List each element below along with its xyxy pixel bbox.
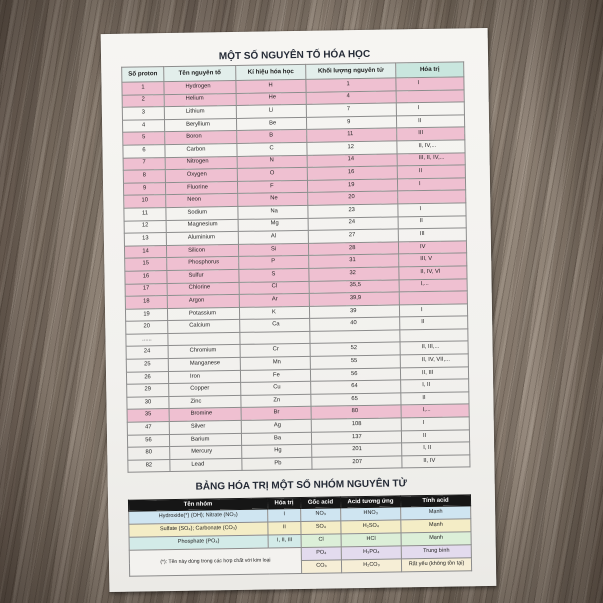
element-proton-cell: 47	[127, 422, 169, 435]
element-mass-cell: 27	[308, 229, 398, 243]
element-proton-cell: 14	[124, 245, 166, 258]
element-name-cell: Nitrogen	[165, 156, 237, 170]
element-mass-cell: 12	[307, 141, 397, 155]
element-valence-cell: I	[396, 102, 464, 116]
header-valence: Hóa trị	[396, 62, 464, 78]
element-symbol-cell: Br	[241, 407, 311, 421]
groups-title: BẢNG HÓA TRỊ MỘT SỐ NHÓM NGUYÊN TỬ	[195, 478, 407, 493]
acid-formula-cell: H₃PO₄	[341, 546, 401, 560]
element-mass-cell: 23	[308, 204, 398, 218]
element-proton-cell: 9	[123, 182, 165, 195]
element-valence-cell: I	[399, 304, 467, 318]
element-symbol-cell: S	[239, 268, 309, 282]
element-name-cell: Argon	[167, 295, 239, 309]
element-valence-cell: III, V	[399, 253, 467, 267]
acid-formula-cell: HNO₃	[341, 507, 401, 521]
element-symbol-cell: H	[236, 79, 306, 93]
element-proton-cell: 19	[125, 308, 167, 321]
acid-radical-cell: SO₄	[301, 521, 341, 535]
element-valence-cell: II	[398, 215, 466, 229]
element-mass-cell: 39	[309, 305, 399, 319]
element-symbol-cell: Ne	[238, 193, 308, 207]
element-valence-cell: II	[397, 165, 465, 179]
element-symbol-cell: Be	[236, 117, 306, 131]
element-symbol-cell: Cr	[240, 344, 310, 358]
element-symbol-cell: He	[236, 92, 306, 106]
element-symbol-cell: C	[237, 142, 307, 156]
element-symbol-cell: Ar	[239, 293, 309, 307]
element-proton-cell: 8	[123, 170, 165, 183]
element-mass-cell: 4	[306, 91, 396, 105]
acid-strength-cell: Rất yếu (không tồn tại)	[401, 558, 471, 572]
element-proton-cell: 15	[125, 258, 167, 271]
element-valence-cell: II, IV	[402, 455, 470, 469]
element-mass-cell: 16	[307, 166, 397, 180]
acid-strength-cell: Trung bình	[401, 545, 471, 559]
header-corresponding-acid: Acid tương ứng	[340, 496, 400, 508]
element-name-cell: Lithium	[164, 106, 236, 120]
element-name-cell: Potassium	[167, 307, 239, 321]
element-symbol-cell: Cu	[241, 382, 311, 396]
element-mass-cell: 24	[308, 216, 398, 230]
element-name-cell: Sulfur	[167, 269, 239, 283]
element-mass-cell: 52	[310, 342, 400, 356]
element-mass-cell: 35,5	[309, 279, 399, 293]
element-name-cell: Iron	[168, 370, 240, 384]
element-proton-cell: 56	[127, 434, 169, 447]
element-name-cell: Oxygen	[165, 169, 237, 183]
element-mass-cell: 65	[311, 393, 401, 407]
element-name-cell: Bromine	[169, 408, 241, 422]
element-symbol-cell: B	[237, 130, 307, 144]
acid-radical-cell: PO₄	[301, 547, 341, 561]
element-mass-cell: 31	[309, 254, 399, 268]
element-name-cell: Fluorine	[165, 181, 237, 195]
groups-table-body	[129, 506, 472, 576]
element-symbol-cell: Cl	[239, 281, 309, 295]
element-proton-cell: 1	[122, 82, 164, 95]
acid-formula-cell: H₂CO₃	[341, 559, 401, 573]
acid-formula-cell: HCl	[341, 533, 401, 547]
element-proton-cell: 30	[127, 396, 169, 409]
element-valence-cell	[399, 291, 467, 305]
element-name-cell: Beryllium	[164, 118, 236, 132]
element-mass-cell: 80	[311, 405, 401, 419]
element-mass-cell: 207	[312, 456, 402, 470]
element-symbol-cell: N	[237, 155, 307, 169]
element-proton-cell: 20	[126, 321, 168, 334]
element-mass-cell: 20	[308, 191, 398, 205]
element-name-cell	[168, 332, 240, 346]
element-valence-cell: II	[401, 392, 469, 406]
header-atomic-mass: Khối lượng nguyên tử	[306, 63, 396, 79]
acid-radical-cell: CO₃	[301, 560, 341, 574]
element-mass-cell: 55	[310, 355, 400, 369]
footnote: (*): Tên này dùng trong các hợp chất với kim loại	[129, 547, 301, 576]
element-symbol-cell: O	[237, 168, 307, 182]
element-proton-cell: 2	[122, 94, 164, 107]
element-proton-cell: 24	[126, 346, 168, 359]
element-symbol-cell	[240, 331, 310, 345]
element-symbol-cell: Ba	[241, 432, 311, 446]
group-valence-cell: II	[268, 521, 301, 535]
element-mass-cell: 108	[311, 418, 401, 432]
card-title: MỘT SỐ NGUYÊN TỐ HÓA HỌC	[218, 48, 371, 63]
element-proton-cell: 16	[125, 270, 167, 283]
element-proton-cell: 29	[127, 384, 169, 397]
header-group-valence: Hóa trị	[267, 497, 300, 509]
element-valence-cell: II	[401, 429, 469, 443]
element-symbol-cell: P	[239, 256, 309, 270]
element-proton-cell: 35	[127, 409, 169, 422]
element-valence-cell	[396, 89, 464, 103]
acid-strength-cell: Mạnh	[401, 519, 471, 533]
element-name-cell: Boron	[165, 131, 237, 145]
element-valence-cell: I, II	[401, 379, 469, 393]
element-valence-cell: II, IV, VII,...	[400, 354, 468, 368]
element-symbol-cell: Na	[238, 205, 308, 219]
element-mass-cell: 19	[307, 179, 397, 193]
element-symbol-cell: Si	[238, 243, 308, 257]
element-symbol-cell: K	[239, 306, 309, 320]
acid-strength-cell: Mạnh	[401, 532, 471, 546]
element-proton-cell: 12	[124, 220, 166, 233]
element-valence-cell: I,...	[399, 278, 467, 292]
element-symbol-cell: Mn	[240, 356, 310, 370]
element-valence-cell	[398, 190, 466, 204]
element-proton-cell: 11	[124, 208, 166, 221]
element-proton-cell: 6	[123, 145, 165, 158]
element-valence-cell: III	[397, 127, 465, 141]
element-proton-cell: ......	[126, 333, 168, 346]
element-name-cell: Barium	[169, 433, 241, 447]
element-valence-cell: II, IV, VI	[399, 266, 467, 280]
element-mass-cell: 137	[311, 431, 401, 445]
element-symbol-cell: Mg	[238, 218, 308, 232]
element-valence-cell: IV	[398, 241, 466, 255]
element-name-cell: Silver	[169, 420, 241, 434]
element-mass-cell: 11	[307, 128, 397, 142]
acid-formula-cell: H₂SO₄	[341, 520, 401, 534]
element-name-cell: Hydrogen	[164, 80, 236, 94]
element-valence-cell: II	[400, 316, 468, 330]
element-valence-cell: II	[396, 115, 464, 129]
group-name-cell: Hydroxide(*) (OH); Nitrate (NO₃)	[129, 509, 268, 524]
element-mass-cell: 201	[312, 443, 402, 457]
element-symbol-cell: Hg	[242, 445, 312, 459]
element-proton-cell: 80	[128, 447, 170, 460]
element-proton-cell: 26	[126, 371, 168, 384]
acid-radical-cell: Cl	[301, 534, 341, 548]
element-proton-cell: 7	[123, 157, 165, 170]
element-mass-cell: 14	[307, 153, 397, 167]
element-name-cell: Aluminium	[166, 232, 238, 246]
element-name-cell: Chromium	[168, 345, 240, 359]
element-symbol-cell: F	[237, 180, 307, 194]
element-valence-cell: I	[401, 417, 469, 431]
element-valence-cell: II, III	[400, 366, 468, 380]
element-proton-cell: 17	[125, 283, 167, 296]
element-name-cell: Phosphorus	[167, 257, 239, 271]
element-valence-cell: I,...	[401, 404, 469, 418]
group-name-cell: Phosphate (PO₄)	[129, 535, 268, 550]
element-mass-cell: 7	[306, 103, 396, 117]
element-mass-cell: 56	[310, 368, 400, 382]
element-proton-cell: 4	[122, 119, 164, 132]
element-name-cell: Manganese	[168, 357, 240, 371]
element-proton-cell: 10	[124, 195, 166, 208]
element-proton-cell: 25	[126, 359, 168, 372]
element-valence-cell: I	[398, 203, 466, 217]
element-valence-cell: I, II	[402, 442, 470, 456]
header-acid-radical: Gốc acid	[300, 497, 340, 509]
header-acid-strength: Tính acid	[400, 495, 470, 507]
element-proton-cell: 82	[128, 459, 170, 472]
element-valence-cell: III	[398, 228, 466, 242]
element-symbol-cell: Pb	[242, 457, 312, 471]
acid-strength-cell: Mạnh	[401, 506, 471, 520]
element-name-cell: Calcium	[168, 320, 240, 334]
acid-radical-cell: NO₃	[301, 508, 341, 522]
element-symbol-cell: Ag	[241, 419, 311, 433]
element-valence-cell: III, II, IV,...	[397, 152, 465, 166]
element-mass-cell: 39,9	[309, 292, 399, 306]
element-name-cell: Chlorine	[167, 282, 239, 296]
element-proton-cell: 3	[122, 107, 164, 120]
element-mass-cell: 32	[309, 267, 399, 281]
element-valence-cell	[400, 329, 468, 343]
header-proton: Số proton	[122, 67, 164, 83]
element-name-cell: Lead	[170, 458, 242, 472]
group-valence-cell: I	[268, 508, 301, 522]
elements-table	[121, 61, 470, 473]
element-mass-cell: 64	[311, 380, 401, 394]
elements-table-body	[122, 77, 470, 473]
element-proton-cell: 18	[125, 296, 167, 309]
element-valence-cell: II, III,...	[400, 341, 468, 355]
header-group-name: Tên nhóm	[128, 498, 267, 511]
element-symbol-cell: Fe	[240, 369, 310, 383]
element-name-cell: Helium	[164, 93, 236, 107]
element-mass-cell: 9	[306, 116, 396, 130]
element-name-cell: Carbon	[165, 143, 237, 157]
header-element-name: Tên nguyên tố	[164, 65, 236, 81]
group-name-cell: Sulfate (SO₄); Carbonate (CO₃)	[129, 522, 268, 537]
element-valence-cell: II, IV,...	[397, 140, 465, 154]
group-valence-cell: I, II, III	[268, 534, 301, 548]
element-name-cell: Neon	[166, 194, 238, 208]
groups-table	[128, 494, 472, 576]
element-proton-cell: 5	[123, 132, 165, 145]
element-name-cell: Sodium	[166, 206, 238, 220]
element-valence-cell: I	[396, 77, 464, 91]
element-symbol-cell: Li	[236, 105, 306, 119]
element-name-cell: Zinc	[169, 395, 241, 409]
element-mass-cell: 40	[310, 317, 400, 331]
element-symbol-cell: Ca	[240, 319, 310, 333]
element-name-cell: Mercury	[170, 446, 242, 460]
element-proton-cell: 13	[124, 233, 166, 246]
reference-card	[101, 28, 497, 592]
element-symbol-cell: Zn	[241, 394, 311, 408]
element-name-cell: Magnesium	[166, 219, 238, 233]
element-mass-cell: 1	[306, 78, 396, 92]
element-mass-cell: 28	[308, 242, 398, 256]
element-name-cell: Copper	[169, 383, 241, 397]
header-symbol: Kí hiệu hóa học	[236, 64, 306, 80]
element-symbol-cell: Al	[238, 230, 308, 244]
element-name-cell: Silicon	[166, 244, 238, 258]
element-valence-cell: I	[397, 178, 465, 192]
